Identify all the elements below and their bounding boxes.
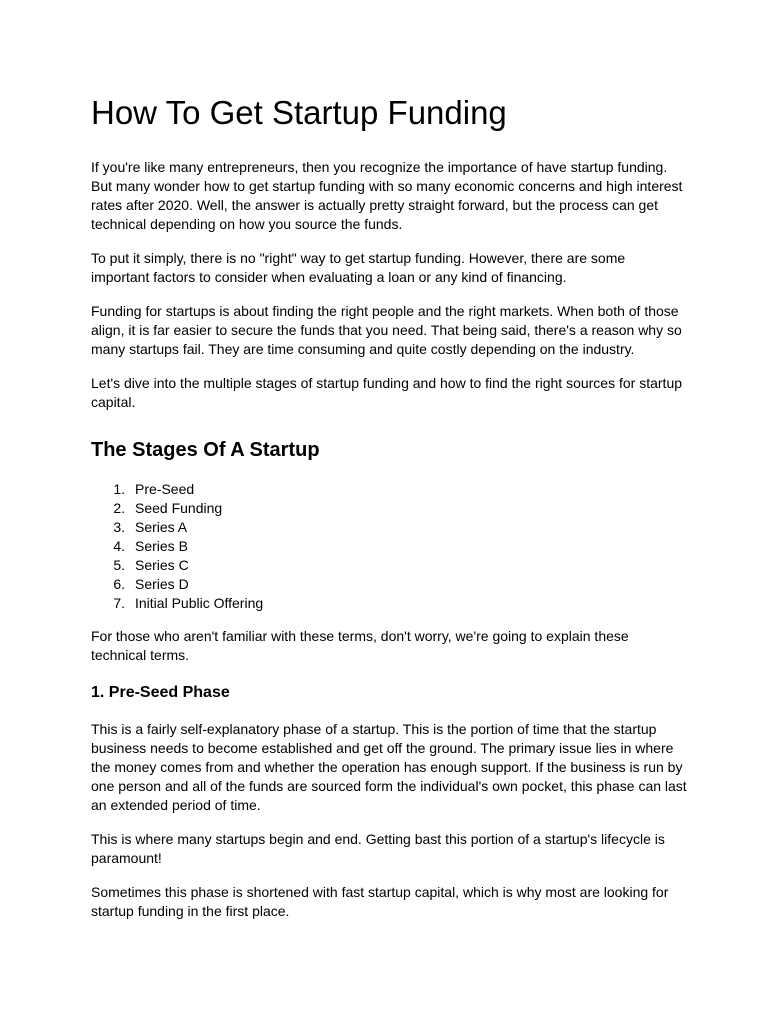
list-item-number: 2.: [113, 500, 125, 516]
stages-heading: The Stages Of A Startup: [91, 439, 320, 461]
list-item-number: 7.: [113, 595, 125, 611]
list-item-label: Series D: [135, 576, 189, 592]
preseed-paragraph: This is a fairly self-explanatory phase of a startup. This is the portion of time that the startup business needs to become established and get off the ground. The primary issue lies in where the money comes from and whether the operation has enough support. If the business is run by one person and all of the funds are sourced form the individual's own pocket, this phase can last an extended period of time.: [91, 721, 687, 813]
list-item-number: 5.: [113, 557, 125, 573]
list-item-label: Seed Funding: [135, 500, 223, 516]
intro-paragraph: Funding for startups is about finding the right people and the right markets. When both of those align, it is far easier to secure the funds that you need. That being said, there's a reason why so many startups fail. They are time consuming and quite costly depending on the industry.: [91, 303, 682, 357]
list-item-number: 1.: [113, 481, 125, 497]
intro-paragraph: Let's dive into the multiple stages of startup funding and how to find the right sources for startup capital.: [91, 375, 683, 410]
list-item-label: Pre-Seed: [135, 481, 195, 497]
stages-followup-paragraph: For those who aren't familiar with these terms, don't worry, we're going to explain these technical terms.: [91, 628, 629, 663]
page-title: How To Get Startup Funding: [91, 94, 507, 131]
intro-paragraph: To put it simply, there is no "right" way to get startup funding. However, there are some important factors to consider when evaluating a loan or any kind of financing.: [91, 250, 626, 285]
intro-paragraph: If you're like many entrepreneurs, then you recognize the importance of have startup funding. But many wonder how to get startup funding with so many economic concerns and high interest rates after 2020. Well, the answer is actually pretty straight forward, but the process can get technical depending on how you source the funds.: [91, 159, 683, 232]
list-item-number: 3.: [113, 519, 125, 535]
list-item-number: 6.: [113, 576, 125, 592]
preseed-heading: 1. Pre-Seed Phase: [91, 684, 230, 701]
list-item-label: Series A: [135, 519, 188, 535]
list-item-label: Series C: [135, 557, 189, 573]
list-item-number: 4.: [113, 538, 125, 554]
list-item-label: Series B: [135, 538, 188, 554]
list-item-label: Initial Public Offering: [135, 595, 264, 611]
preseed-paragraph: Sometimes this phase is shortened with fast startup capital, which is why most are looking for startup funding in the first place.: [91, 884, 669, 919]
preseed-paragraph: This is where many startups begin and end. Getting bast this portion of a startup's lifecycle is paramount!: [91, 831, 665, 866]
